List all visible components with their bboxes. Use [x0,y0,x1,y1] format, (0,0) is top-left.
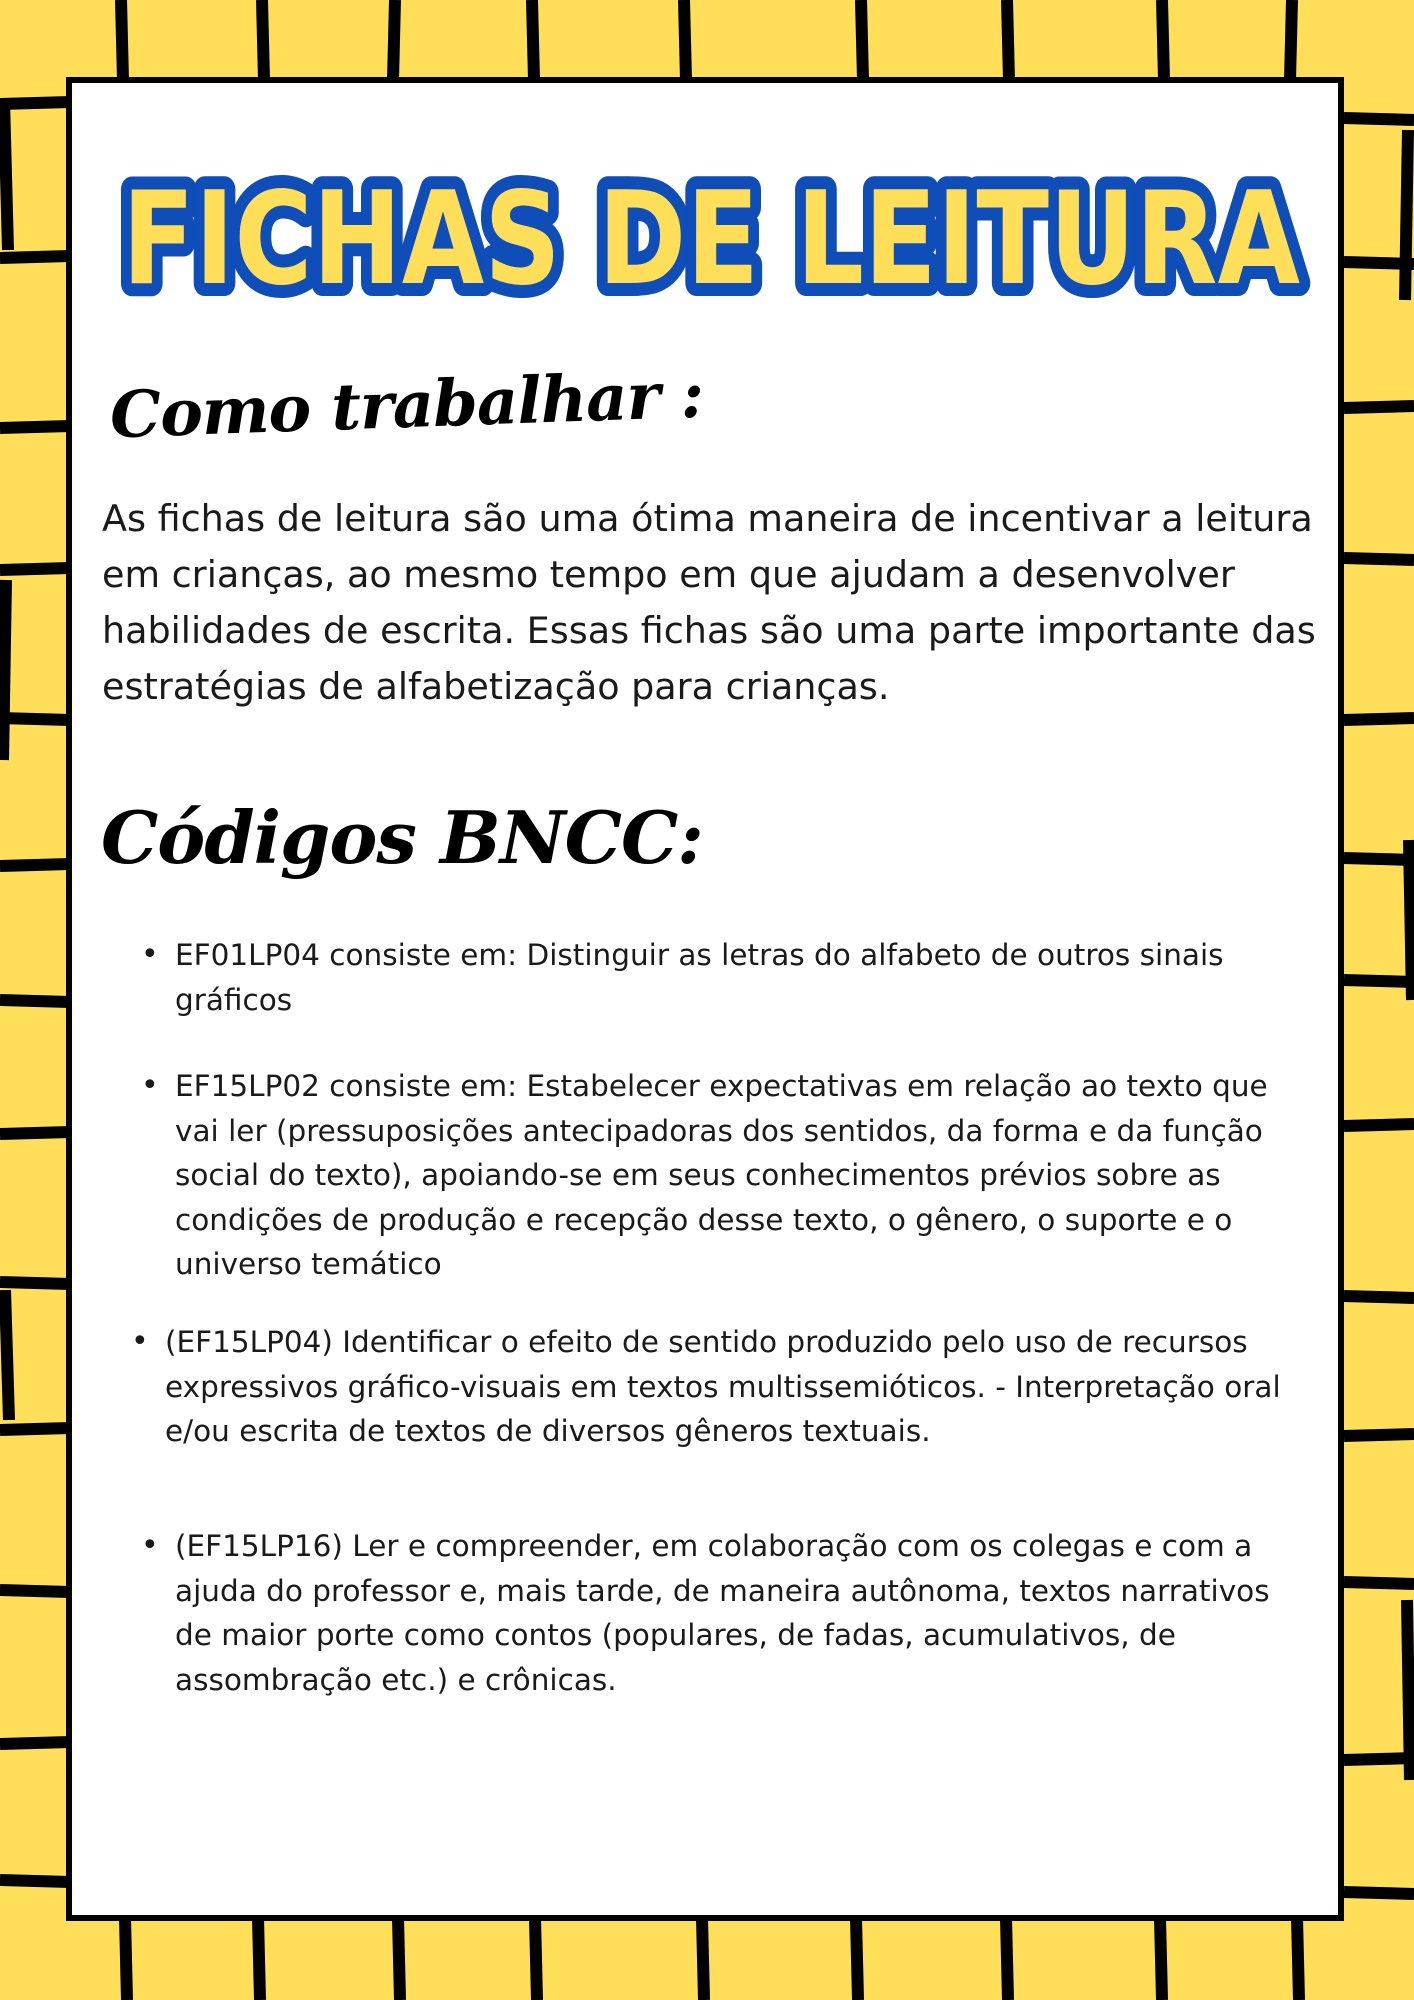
intro-paragraph: As fichas de leitura são uma ótima maneira de incentivar a leitura em crianças, ao mesmo tempo em que ajudam a desenvolver habilidades de escrita. Essas fichas são uma parte importante das estratégias de alfabetização para crianças. [102,497,1316,708]
list-item: • (EF15LP04) Identificar o efeito de sentido produzido pelo uso de recursos expressivos gráfico-visuais em textos multissemióticos. - Interpretação oral e/ou escrita de textos de diversos gêneros textuais. [165,1320,1315,1454]
list-item: • EF01LP04 consiste em: Distinguir as letras do alfabeto de outros sinais gráficos [175,933,1315,1022]
how-to-work-heading: Como trabalhar : [108,357,705,454]
title-banner [100,133,1322,333]
content-card [66,77,1344,1921]
bncc-codes-heading: Códigos BNCC: [101,795,703,880]
page-title: FICHAS DE LEITURA [122,165,1300,314]
list-item: • EF15LP02 consiste em: Estabelecer expectativas em relação ao texto que vai ler (pressuposições antecipadoras dos sentidos, da forma e da função social do texto), apoiando-se em seus conhecimentos prévios sobre as condições de produção e recepção desse texto, o gênero, o suporte e o universo temático [175,1064,1295,1287]
list-item: • (EF15LP16) Ler e compreender, em colaboração com os colegas e com a ajuda do professor e, mais tarde, de maneira autônoma, textos narrativos de maior porte como contos (populares, de fadas, acumulativos, de assombração etc.) e crônicas. [175,1524,1305,1702]
